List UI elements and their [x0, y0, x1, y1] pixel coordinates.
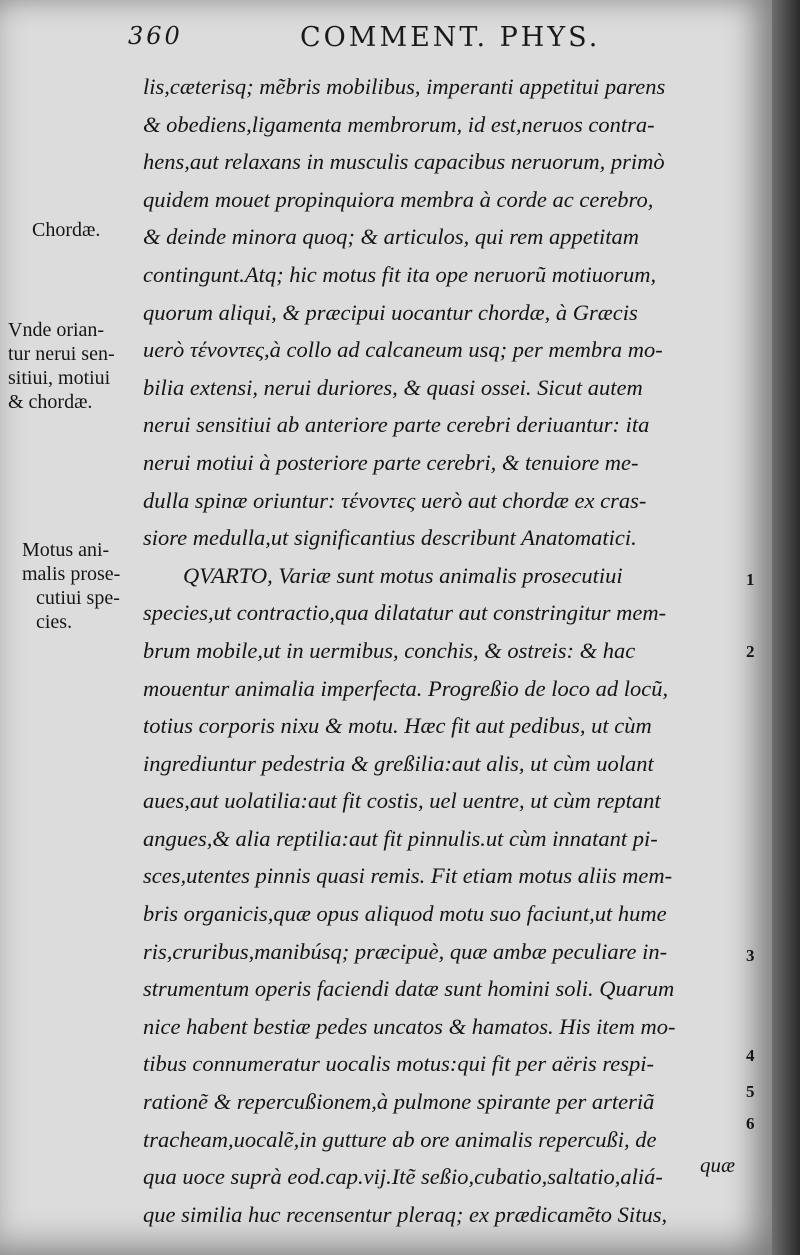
- margin-note-line: cutiui spe-: [36, 587, 120, 609]
- catchword: quæ: [700, 1153, 736, 1177]
- line-number: 2: [746, 642, 755, 661]
- line-number: 1: [746, 570, 755, 589]
- text-line: nerui sensitiui ab anteriore parte cerebri deriuantur: ita: [143, 412, 650, 438]
- text-line: strumentum operis faciendi datæ sunt homini soli. Quarum: [143, 976, 675, 1002]
- text-line: qua uoce suprà eod.cap.vij.Itẽ seßio,cubatio,saltatio,aliá-: [143, 1164, 663, 1190]
- text-line: aues,aut uolatilia:aut fit costis, uel uentre, ut cùm reptant: [143, 788, 661, 814]
- line-number: 3: [746, 946, 755, 965]
- margin-note-vnde: [8, 318, 115, 414]
- text-line: nerui motiui à posteriore parte cerebri, & tenuiore me-: [143, 449, 639, 475]
- text-line: nice habent bestiæ pedes uncatos & hamatos. His item mo-: [143, 1013, 676, 1039]
- text-line: & obediens,ligamenta membrorum, id est,neruos contra-: [143, 111, 655, 137]
- body-text: [143, 68, 743, 1233]
- text-line: tracheam,uocalẽ,in gutture ab ore animalis repercußi, de: [143, 1126, 657, 1152]
- line-number: 6: [746, 1114, 755, 1133]
- text-line: totius corporis nixu & motu. Hæc fit aut pedibus, ut cùm: [143, 713, 652, 739]
- text-line: mouentur animalia imperfecta. Progreßio de loco ad locũ,: [143, 675, 669, 701]
- margin-note-line: tur nerui sen-: [8, 343, 115, 365]
- text-line: rationẽ & repercußionem,à pulmone spirante per arteriã: [143, 1089, 655, 1115]
- text-line: & deinde minora quoq; & articulos, qui rem appetitam: [143, 224, 639, 250]
- text-line: hens,aut relaxans in musculis capacibus neruorum, primò: [143, 149, 665, 175]
- text-line: ris,cruribus,manibúsq; præcipuè, quæ ambæ peculiare in-: [143, 938, 668, 964]
- text-line: contingunt.Atq; hic motus fit ita ope neruorũ motiuorum,: [143, 261, 657, 287]
- text-line: ingrediuntur pedestria & greßilia:aut alis, ut cùm uolant: [143, 750, 654, 776]
- margin-note-line: & chordæ.: [8, 391, 93, 413]
- text-line: species,ut contractio,qua dilatatur aut constringitur mem-: [143, 600, 667, 626]
- margin-note-line: malis prose-: [22, 563, 121, 585]
- page-header: [128, 22, 628, 62]
- margin-note-line: Vnde orian-: [8, 319, 105, 341]
- margin-note-line: Chordæ.: [32, 219, 101, 241]
- text-line: brum mobile,ut in uermibus, conchis, & ostreis: & hac: [143, 637, 636, 663]
- text-line: dulla spinæ oriuntur: τένοντες uerò aut chordæ ex cras-: [143, 487, 647, 513]
- text-line: siore medulla,ut significantius describunt Anatomatici.: [143, 525, 637, 551]
- margin-note-line: Motus ani-: [22, 539, 110, 561]
- text-line: bilia extensi, nerui duriores, & quasi ossei. Sicut autem: [143, 374, 643, 400]
- text-line: QVARTO, Variæ sunt motus animalis prosecutiui: [183, 562, 623, 588]
- text-line: quidem mouet propinquiora membra à corde ac cerebro,: [143, 186, 654, 212]
- line-number: 5: [746, 1082, 755, 1101]
- text-line: que similia huc recensentur pleraq; ex prædicamẽto Situs,: [143, 1201, 668, 1227]
- page-number: 360: [128, 22, 183, 50]
- text-line: angues,& alia reptilia:aut fit pinnulis.ut cùm innatant pi-: [143, 825, 658, 851]
- line-number: 4: [746, 1046, 755, 1065]
- text-line: bris organicis,quæ opus aliquod motu suo faciunt,ut hume: [143, 901, 667, 927]
- margin-note-line: cies.: [36, 611, 73, 633]
- page-gutter-shadow: [772, 0, 800, 1255]
- running-title: COMMENT. PHYS.: [300, 22, 601, 53]
- margin-note-line: sitiui, motiui: [8, 367, 111, 389]
- text-line: sces,utentes pinnis quasi remis. Fit etiam motus aliis mem-: [143, 863, 673, 889]
- text-line: quorum aliqui, & præcipui uocantur chordæ, à Græcis: [143, 299, 638, 325]
- text-line: uerò τένοντες,à collo ad calcaneum usq; per membra mo-: [143, 337, 663, 363]
- margin-note-motus: [22, 538, 120, 634]
- text-line: tibus connumeratur uocalis motus:qui fit per aëris respi-: [143, 1051, 655, 1077]
- margin-note-chordae: [32, 218, 100, 242]
- text-line: lis,cæterisq; mẽbris mobilibus, imperanti appetitui parens: [143, 74, 666, 99]
